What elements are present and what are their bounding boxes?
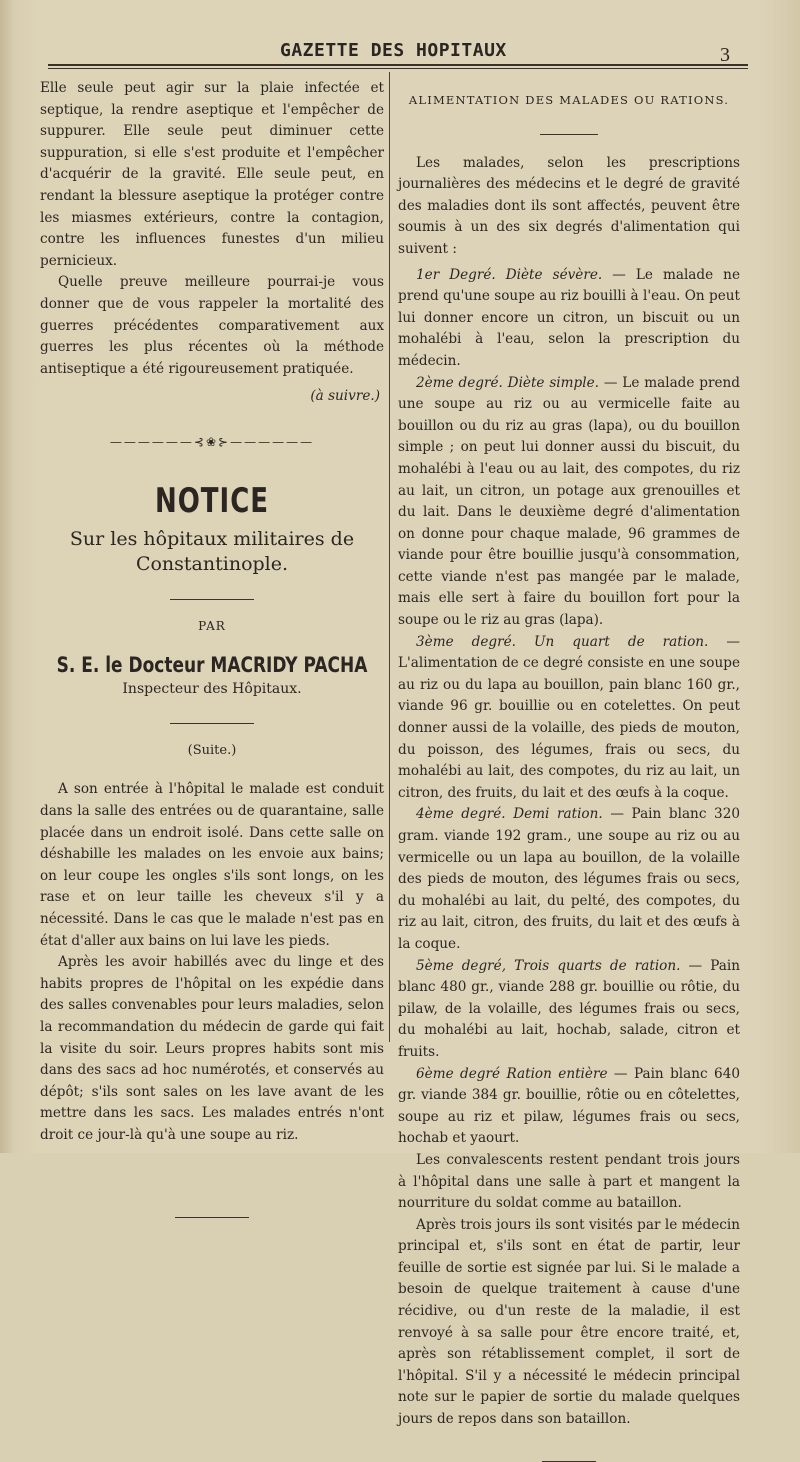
degree-paragraph bbox=[398, 373, 740, 632]
degree-paragraph bbox=[398, 632, 740, 805]
paragraph: Après trois jours ils sont visités par le médecin principal et, s'ils sont en état de partir, leur feuille de sortie est signée par lui. Si le malade a besoin de quelque traitement à cause d'une récidive, ou d'un reste de la maladie, il est renvoyé à sa salle pour être encore traité, et, après son rétablissement complet, il sort de l'hôpital. S'il y a nécessité le médecin principal note sur le papier de sortie du malade quelques jours de repos dans son bataillon. bbox=[398, 1216, 740, 1428]
par-label: PAR bbox=[198, 619, 226, 634]
degree-label: 6ème degré Ration entière bbox=[416, 1065, 608, 1082]
degree-text: — L'alimentation de ce degré consiste en une soupe au riz ou du lapa au bouillon, pain blanc 160 gr., viande 96 gr. bouillie ou en cotelettes. On peut donner aussi de la volaille, des pieds de mouton, du poisson, des légumes, frais ou secs, du mohalébi au lait, des compotes, du riz au lait, un citron, des fruits, du lait et des œufs à la coque. bbox=[398, 633, 741, 801]
degree-text: — Pain blanc 480 gr., viande 288 gr. bouillie ou rôtie, du pilaw, de la volaille, des légumes frais ou secs, du mohalébi au lait, hochab, salade, citron et fruits. bbox=[398, 957, 740, 1060]
header-rule-thin bbox=[48, 68, 748, 69]
page-title: GAZETTE DES HOPITAUX bbox=[280, 40, 507, 61]
page-number: 3 bbox=[720, 44, 730, 66]
degree-paragraph bbox=[398, 1064, 740, 1150]
short-rule bbox=[170, 599, 254, 600]
paragraph: Quelle preuve meilleure pourrai-je vous donner que de vous rappeler la mortalité des guerres précédentes comparativement aux guerres les plus récentes où la méthode antiseptique a été rigoureusement pratiquée. bbox=[40, 274, 384, 377]
author-role: Inspecteur des Hôpitaux. bbox=[122, 681, 302, 698]
notice-heading: NOTICE bbox=[154, 481, 270, 521]
degree-label: 2ème degré. Diète simple. bbox=[416, 374, 599, 391]
short-rule bbox=[540, 134, 598, 135]
short-rule bbox=[170, 723, 254, 724]
degree-label: 3ème degré. Un quart de ration. bbox=[416, 633, 709, 650]
header-rule bbox=[48, 64, 748, 66]
degree-paragraph bbox=[398, 265, 740, 373]
degree-text: — Le malade ne prend qu'une soupe au riz bouilli à l'eau. On peut lui donner encore un citron, un biscuit ou un mohalébi à l'eau, selon la prescription du médecin. bbox=[398, 266, 740, 369]
paragraph: Les convalescents restent pendant trois jours à l'hôpital dans une salle à part et mangent la nourriture du soldat comme au bataillon. bbox=[398, 1151, 740, 1212]
degree-text: — Le malade prend une soupe au riz ou au vermicelle faite au bouillon ou du riz au gras (lapa), ou du bouillon simple ; on peut lui donner aussi du biscuit, du mohalébi à l'eau ou au lait, des compotes, du riz au lait, un citron, un potage aux grenouilles et du lait. Dans le deuxième degré d'alimentation on donne pour chaque malade, 96 grammes de viande pour être bouillie jusqu'à consommation, cette viande n'est pas mangée par le malade, mais elle sert à faire du bouillon fort pour la soupe ou le riz au gras (lapa). bbox=[398, 374, 740, 629]
notice-subtitle-line: Sur les hôpitaux militaires de bbox=[69, 528, 355, 551]
left-column bbox=[40, 78, 384, 1218]
degree-label: 1er Degré. Diète sévère. bbox=[416, 266, 603, 283]
page-header bbox=[48, 36, 748, 76]
column-divider bbox=[389, 72, 390, 1042]
degree-text: — Pain blanc 640 gr. viande 384 gr. bouillie, rôtie ou en côtelettes, soupe au riz et pilaw, légumes frais ou secs, hochab et yaourt. bbox=[398, 1065, 740, 1147]
notice-subtitle bbox=[40, 527, 384, 577]
author-name: S. E. le Docteur MACRIDY PACHA bbox=[56, 652, 368, 678]
end-rule bbox=[542, 1461, 596, 1462]
paragraph: A son entrée à l'hôpital le malade est conduit dans la salle des entrées ou de quarantaine, salle placée dans un endroit isolé. Dans cette salle on déshabille les malades on les envoie aux bains; on leur coupe les ongles s'ils sont longs, on les rase et on leur taille les cheveux s'il y a nécessité. Dans le cas que le malade n'est pas en état d'aller aux bains on lui lave les pieds. bbox=[40, 781, 384, 949]
degree-paragraph bbox=[398, 804, 740, 955]
section-heading: ALIMENTATION DES MALADES OU RATIONS. bbox=[408, 93, 730, 107]
right-column bbox=[398, 86, 740, 1462]
ornament-divider: ——————⊰❀⊱—————— bbox=[109, 434, 315, 449]
suite-label: (Suite.) bbox=[187, 742, 237, 758]
a-suivre-note: (à suivre.) bbox=[310, 388, 380, 405]
degree-text: — Pain blanc 320 gram. viande 192 gram., une soupe au riz ou au vermicelle ou un lapa au bouillon, de la volaille des pieds de mouton, des légumes frais ou secs, du mohalébi au lait, du pelté, des compotes, du riz au lait, citron, des fruits, du lait et des œufs à la coque. bbox=[398, 806, 740, 952]
degree-label: 5ème degré, Trois quarts de ration. bbox=[416, 957, 681, 974]
degree-paragraph bbox=[398, 956, 740, 1064]
notice-subtitle-line: Constantinople. bbox=[135, 553, 289, 576]
paragraph: Les malades, selon les prescriptions journalières des médecins et le degré de gravité des maladies dont ils sont affectés, peuvent être soumis à un des six degrés d'alimentation qui suivent : bbox=[398, 154, 740, 257]
paragraph: Elle seule peut agir sur la plaie infectée et septique, la rendre aseptique et l'empêcher de suppurer. Elle seule peut diminuer cette suppuration, si elle s'est produite et l'empêcher d'acquérir de la gravité. Elle seule peut, en rendant la blessure aseptique la protéger contre les miasmes extérieurs, contre la contagion, contre les influences funestes d'un milieu pernicieux. bbox=[40, 80, 384, 269]
degree-label: 4ème degré. Demi ration. bbox=[416, 806, 603, 823]
end-rule bbox=[175, 1217, 249, 1218]
paragraph: Après les avoir habillés avec du linge et des habits propres de l'hôpital on les expédie dans des salles convenables pour leurs maladies, selon la recommandation du médecin de garde qui fait la visite du soir. Leurs propres habits sont mis dans des sacs ad hoc numérotés, et conservés au dépôt; s'ils sont sales on les lave avant de les mettre dans les sacs. Les malades entrés n'ont droit ce jour-là qu'à une soupe au riz. bbox=[40, 954, 384, 1143]
